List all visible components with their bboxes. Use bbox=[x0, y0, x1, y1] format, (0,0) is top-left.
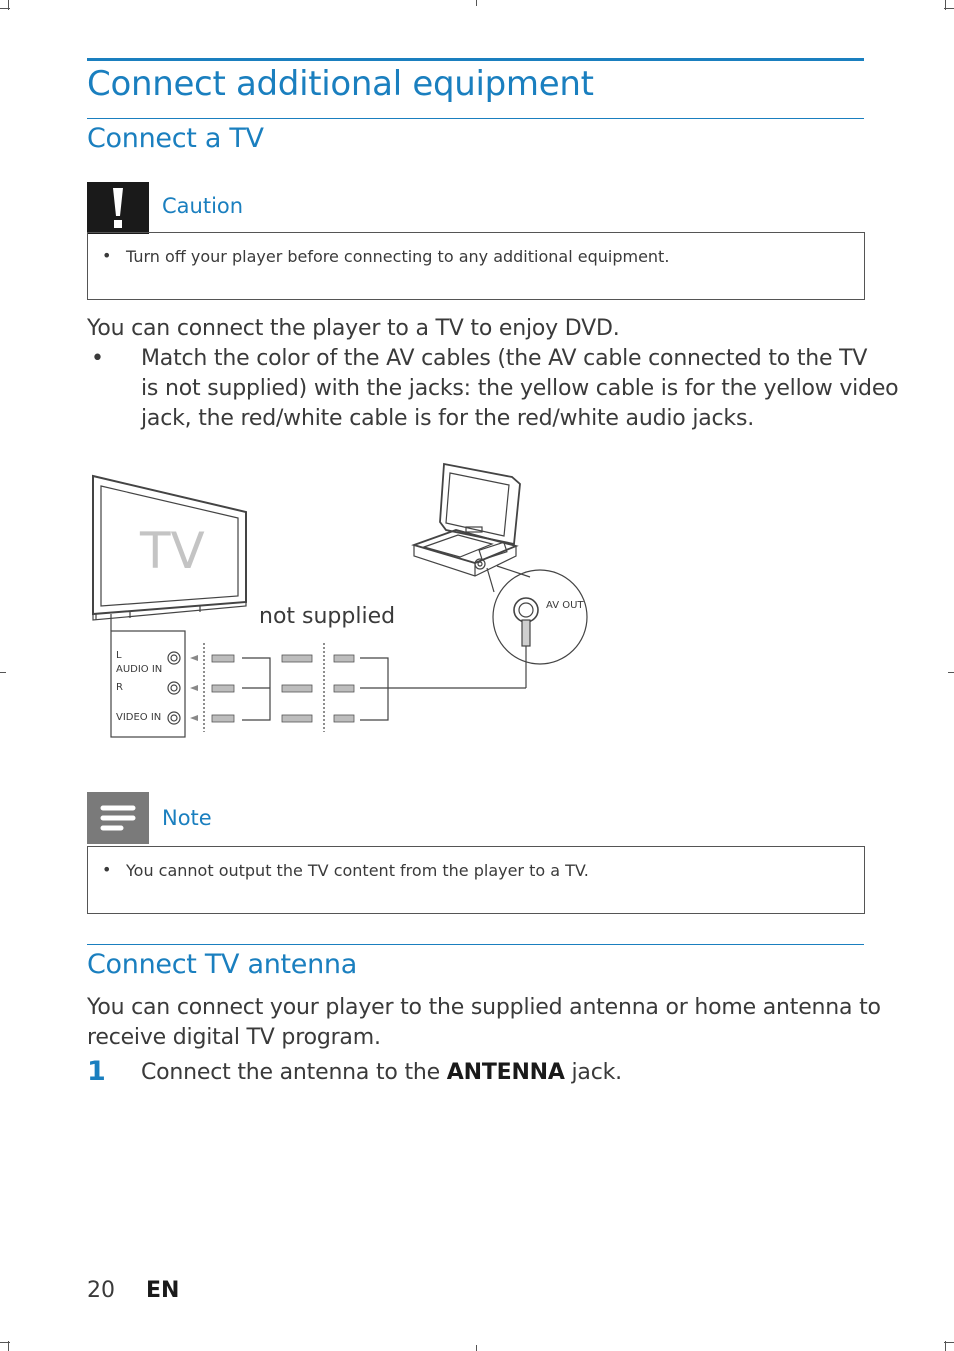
crop-mark bbox=[944, 1342, 954, 1343]
jack-l-label: L bbox=[116, 650, 122, 661]
antenna-intro-line: receive digital TV program. bbox=[87, 1025, 381, 1050]
page-number: 20 bbox=[87, 1278, 115, 1303]
note-item: You cannot output the TV content from the player to a TV. bbox=[126, 861, 589, 880]
antenna-intro-line: You can connect your player to the supplied antenna or home antenna to bbox=[87, 995, 881, 1020]
note-box bbox=[87, 846, 865, 914]
crop-mark bbox=[476, 1345, 477, 1351]
language-code: EN bbox=[146, 1278, 180, 1303]
note-icon bbox=[87, 792, 149, 844]
tv-bullet-line: Match the color of the AV cables (the AV cable connected to the TV bbox=[141, 346, 868, 371]
note-label: Note bbox=[162, 806, 212, 830]
av-out-label: AV OUT bbox=[546, 600, 584, 611]
tv-bullet-line: is not supplied) with the jacks: the yellow cable is for the yellow video bbox=[141, 376, 899, 401]
section-rule bbox=[87, 944, 864, 945]
caution-bullet: • bbox=[102, 246, 112, 265]
step-text-after: jack. bbox=[564, 1060, 622, 1085]
step-number: 1 bbox=[87, 1056, 106, 1087]
section-heading-connect-tv: Connect a TV bbox=[87, 123, 264, 154]
caution-label: Caution bbox=[162, 194, 244, 218]
tv-screen-label: TV bbox=[140, 522, 205, 580]
caution-item: Turn off your player before connecting to any additional equipment. bbox=[126, 247, 670, 266]
crop-mark bbox=[0, 1342, 10, 1343]
audio-in-label: AUDIO IN bbox=[116, 664, 163, 675]
step-text-before: Connect the antenna to the bbox=[141, 1060, 447, 1085]
antenna-jack-label: ANTENNA bbox=[446, 1060, 565, 1085]
tv-bullet: • bbox=[91, 346, 104, 371]
not-supplied-label: not supplied bbox=[259, 604, 396, 629]
tv-bullet-line: jack, the red/white cable is for the red/white audio jacks. bbox=[141, 406, 754, 431]
video-in-label: VIDEO IN bbox=[116, 712, 162, 723]
note-bullet: • bbox=[102, 860, 112, 879]
page-title: Connect additional equipment bbox=[87, 64, 594, 104]
tv-intro-text: You can connect the player to a TV to enjoy DVD. bbox=[87, 316, 620, 341]
jack-r-label: R bbox=[116, 682, 123, 693]
section-heading-antenna: Connect TV antenna bbox=[87, 949, 357, 980]
step-text bbox=[141, 1060, 622, 1085]
